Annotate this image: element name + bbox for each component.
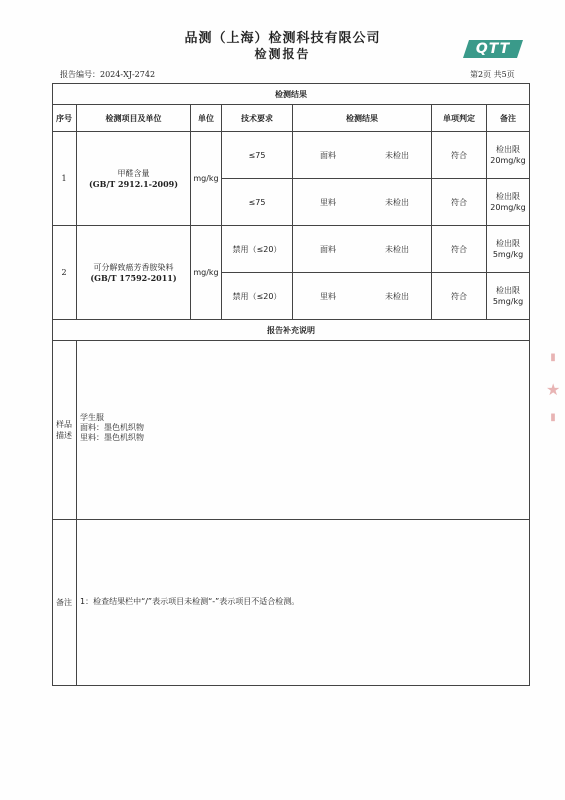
sample-description [80,413,144,443]
col-header-requirement: 技术要求 [241,113,273,123]
stamp-star-icon: ★ [546,380,561,399]
item-1-row-2-verdict: 符合 [451,197,467,207]
sample-line-2: 面料：墨色机织物 [80,423,144,432]
company-logo [463,40,523,58]
stamp-mark-top: ▮ [550,352,556,363]
item-1-name-cell [77,132,190,225]
item-1-no: 1 [61,174,67,183]
item-2-row-1-remark: 检出限5mg/kg [492,239,524,259]
item-2-row-1-result: 未检出 [385,244,409,254]
page-info: 第2页 共5页 [470,70,515,79]
item-2-row-2-result: 未检出 [385,291,409,301]
col-header-verdict: 单项判定 [443,113,475,123]
item-2-row-2-requirement: 禁用（≤20） [232,291,282,301]
item-2-row-1-verdict: 符合 [451,244,467,254]
col-header-remark: 备注 [500,113,516,123]
col-header-unit: 单位 [198,113,214,123]
company-name: 品测（上海）检测科技有限公司 [184,31,381,46]
item-1-row-1-part: 面料 [320,150,336,160]
item-2-unit: mg/kg [193,268,219,277]
supplement-section-title: 报告补充说明 [267,325,315,335]
item-1-unit: mg/kg [193,174,219,183]
results-table [52,83,530,686]
col-header-no: 序号 [56,113,72,123]
col-header-result: 检测结果 [346,113,378,123]
item-2-row-1-part: 面料 [320,244,336,254]
item-2-row-2-part: 里料 [320,291,336,301]
stamp-mark-bottom: ▮ [550,412,556,423]
item-1-row-2-part: 里料 [320,197,336,207]
report-number [60,69,155,80]
item-2-no: 2 [61,268,67,277]
remarks-text: 1：检查结果栏中“/”表示项目未检测“-”表示项目不适合检测。 [80,597,300,606]
item-1-row-2-remark: 检出限20mg/kg [490,192,526,212]
results-section-title: 检测结果 [275,89,307,99]
sample-line-1: 学生服 [80,413,104,422]
report-number-label: 报告编号： [60,70,100,79]
item-2-name-cell [77,226,190,319]
sample-line-3: 里料：墨色机织物 [80,433,144,442]
item-1-row-1-result: 未检出 [385,150,409,160]
col-header-item: 检测项目及单位 [105,113,162,123]
item-1-row-2-result: 未检出 [385,197,409,207]
sample-label: 样品描述 [56,420,72,440]
item-1-name: 甲醛含量 [117,168,150,178]
logo-text: QTT [475,41,511,57]
item-1-row-1-verdict: 符合 [451,150,467,160]
remarks-label: 备注 [56,598,72,607]
item-1-row-1-requirement: ≤75 [248,150,266,160]
document-title: 检测报告 [254,47,311,61]
item-2-name: 可分解致癌芳香胺染料 [93,262,174,272]
item-2-row-2-remark: 检出限5mg/kg [492,286,524,306]
item-2-row-1-requirement: 禁用（≤20） [232,244,282,254]
item-2-standard: (GB/T 17592-2011) [90,272,177,283]
item-1-row-2-requirement: ≤75 [248,197,266,207]
report-number-value: 2024-XJ-2742 [100,70,156,79]
item-1-standard: (GB/T 2912.1-2009) [88,178,179,189]
item-2-row-2-verdict: 符合 [451,291,467,301]
item-1-row-1-remark: 检出限20mg/kg [490,145,526,165]
